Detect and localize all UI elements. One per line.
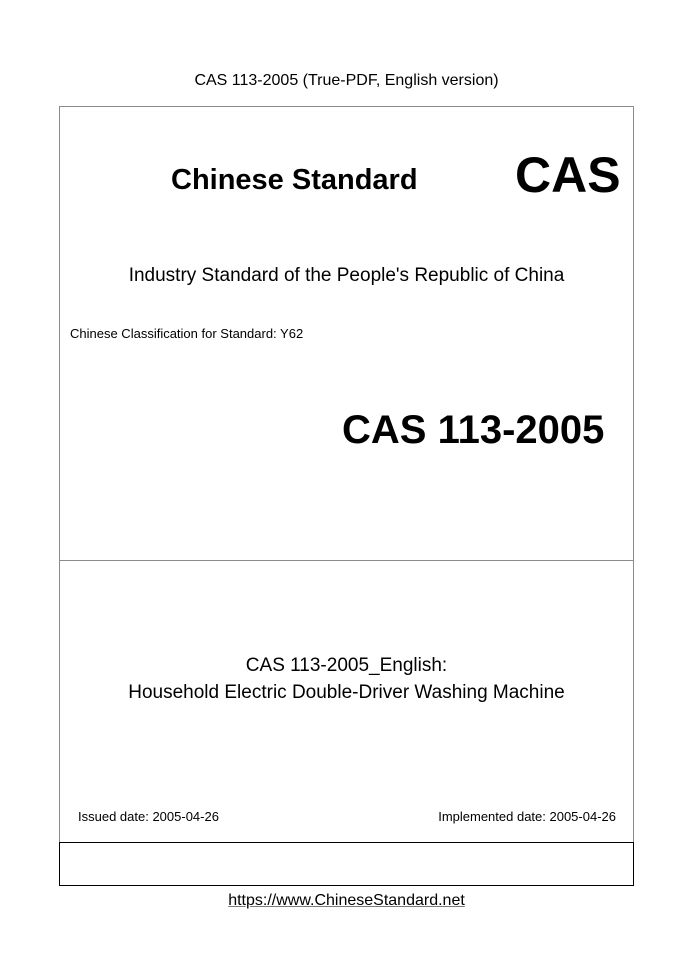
bottom-box (59, 842, 634, 886)
website-link[interactable]: https://www.ChineseStandard.net (228, 892, 465, 909)
footer (0, 891, 693, 911)
classification-label: Chinese Classification for Standard: Y62 (70, 326, 304, 341)
document-title (59, 652, 634, 706)
standard-number: CAS 113-2005 (342, 408, 605, 452)
cover-frame (59, 106, 634, 883)
document-header: CAS 113-2005 (True-PDF, English version) (194, 72, 499, 89)
document-title-line-2: Household Electric Double-Driver Washing Machine (128, 682, 565, 703)
brand-mark: CAS (515, 147, 621, 203)
document-title-line-1: CAS 113-2005_English: (245, 655, 448, 676)
subtitle: Industry Standard of the People's Republic of China (128, 265, 565, 286)
issued-date: Issued date: 2005-04-26 (78, 809, 219, 824)
section-divider (59, 560, 634, 561)
implemented-date: Implemented date: 2005-04-26 (438, 809, 616, 824)
brand-title: Chinese Standard (171, 164, 418, 196)
